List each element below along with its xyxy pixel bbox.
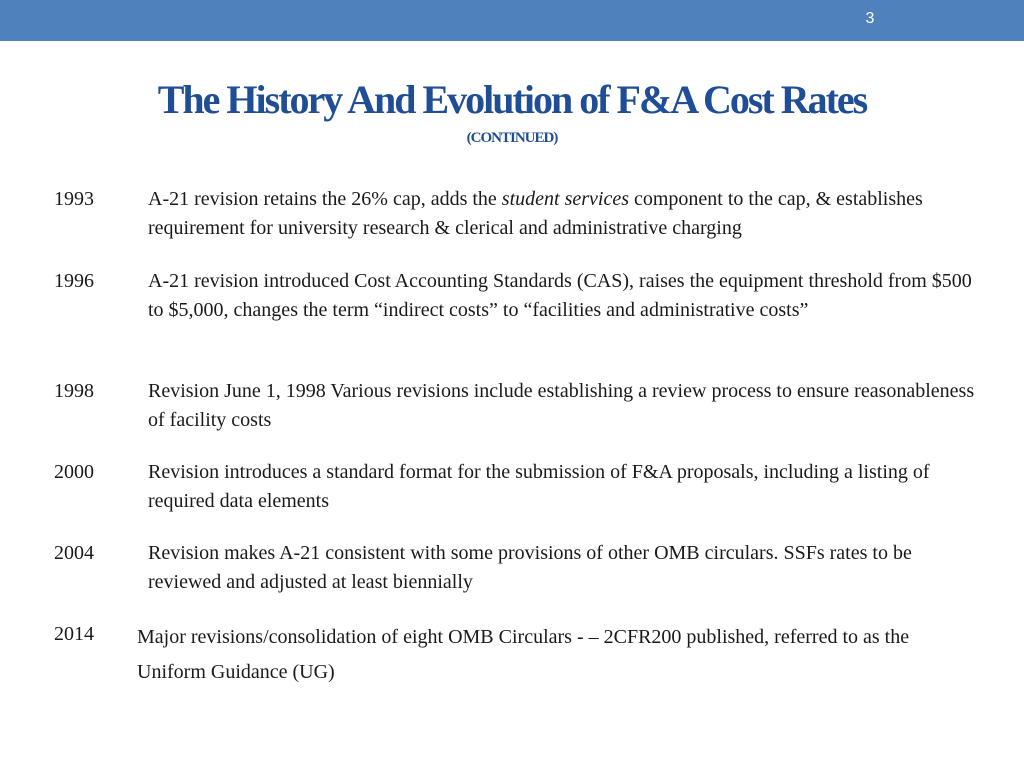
entry-text-before: A-21 revision retains the 26% cap, adds the xyxy=(148,188,502,210)
entry-text-after: component to the cap, & establishes requirement for university research & clerical and administrative charging xyxy=(148,188,923,239)
entry-description: A-21 revision introduced Cost Accounting Standards (CAS), raises the equipment threshold from $500 to $5,000, changes the term “indirect costs” to “facilities and administrative costs” xyxy=(148,270,972,321)
entry-year: 1996 xyxy=(54,270,94,292)
entry-year: 2000 xyxy=(54,461,94,483)
entry-year: 2014 xyxy=(54,623,94,645)
entry-description: Revision introduces a standard format for the submission of F&A proposals, including a listing of required data elements xyxy=(148,461,930,512)
page-number: 3 xyxy=(865,10,875,27)
entry-description xyxy=(148,185,988,243)
slide-title: The History And Evolution of F&A Cost Rates xyxy=(157,77,867,122)
entry-year: 1998 xyxy=(54,380,94,402)
entry-description: Revision June 1, 1998 Various revisions include establishing a review process to ensure reasonableness of facility costs xyxy=(148,380,975,431)
entry-text-italic: student services xyxy=(501,188,629,210)
entry-year: 1993 xyxy=(54,188,94,210)
entry-year: 2004 xyxy=(54,542,94,564)
entry-description: Major revisions/consolidation of eight OMB Circulars - – 2CFR200 published, referred to as the Uniform Guidance (UG) xyxy=(137,626,910,683)
entry-description: Revision makes A-21 consistent with some provisions of other OMB circulars. SSFs rates to be reviewed and adjusted at least biennially xyxy=(148,542,912,593)
slide-subtitle: (CONTINUED) xyxy=(466,130,558,146)
top-banner xyxy=(0,0,1024,41)
